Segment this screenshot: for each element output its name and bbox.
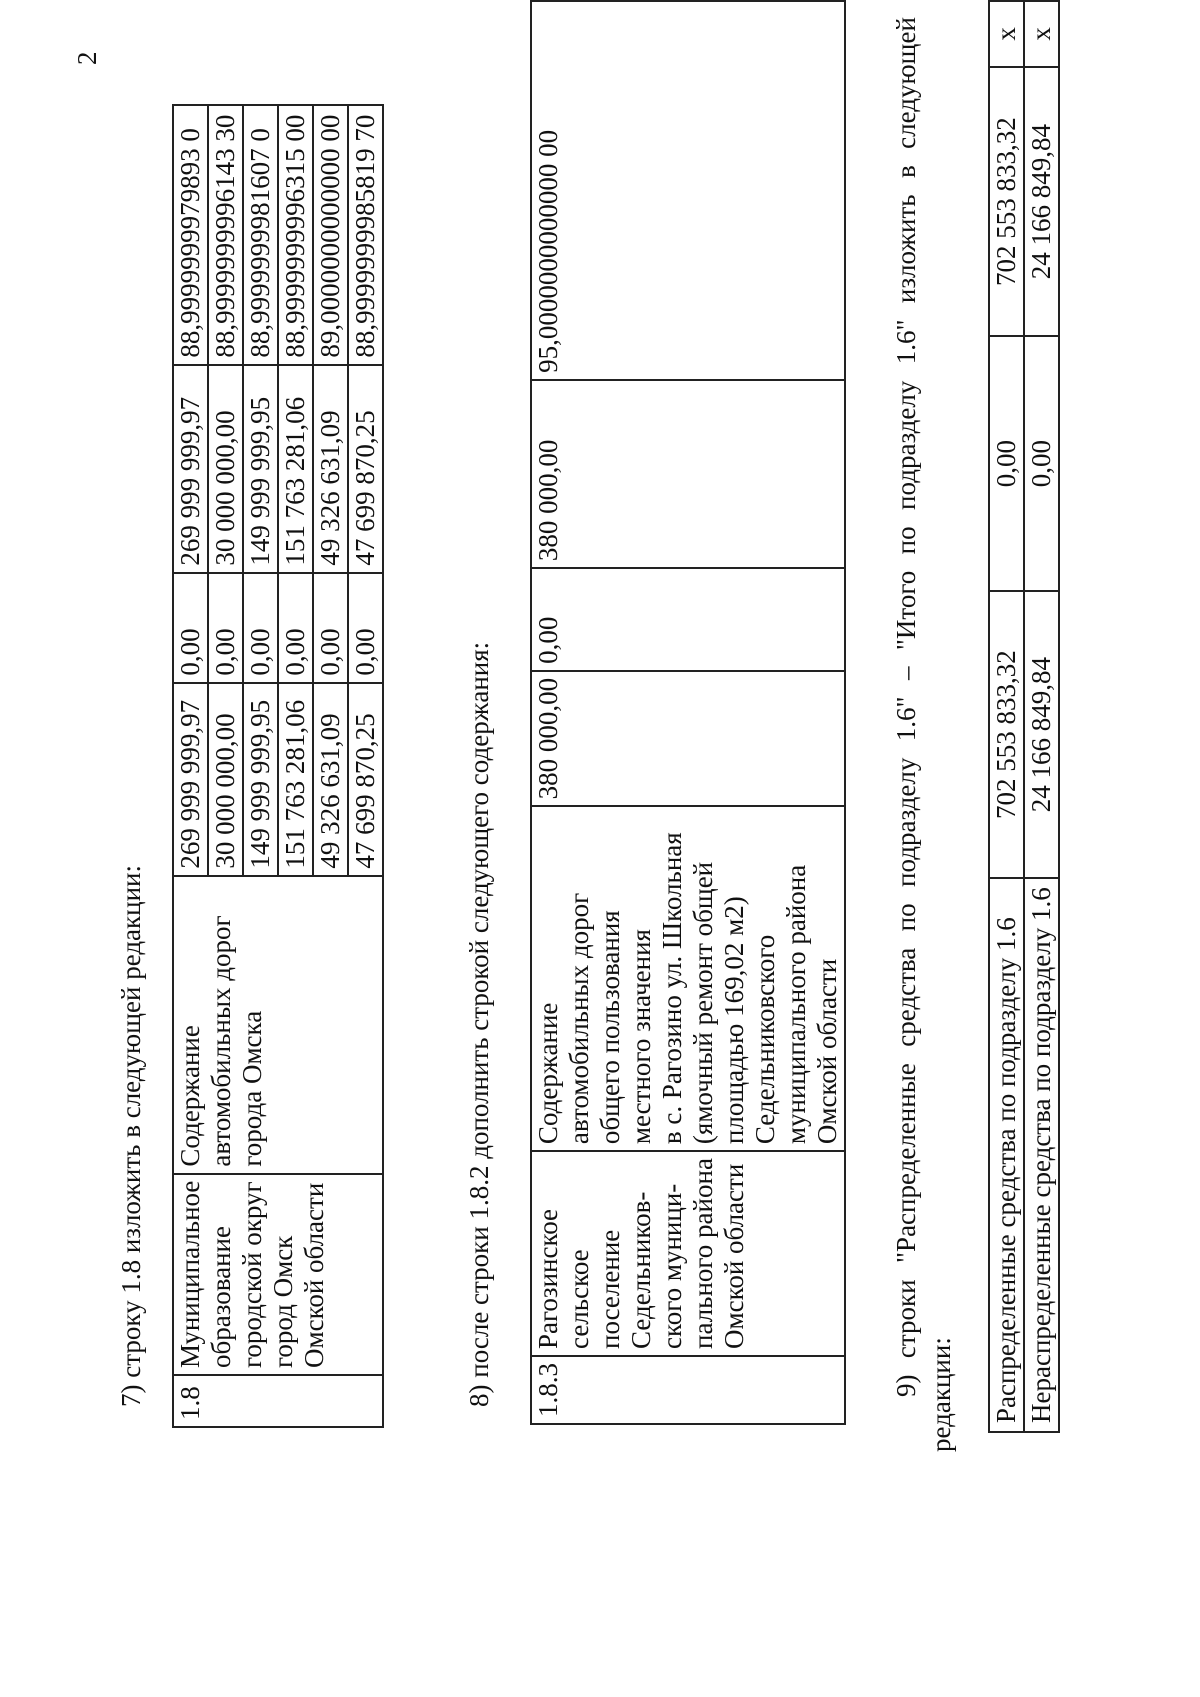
value-cell: 151 763 281,06 [278, 365, 313, 573]
percent-cell: 88,9999999996315 00 [278, 105, 313, 365]
cell-line: образование [206, 1226, 236, 1368]
paragraph-9-word: 1.6" [891, 696, 921, 742]
value-cell: 30 000 000,00 [208, 683, 243, 876]
value-cell: 151 763 281,06 [278, 683, 313, 876]
value-cell: 0,00 [208, 573, 243, 683]
table-subsection-1-6 [988, 0, 1060, 1433]
value-cell: 24 166 849,84 [1024, 591, 1059, 878]
cell-line: Содержание [533, 1002, 563, 1145]
value-cell: 49 326 631,09 [313, 365, 348, 573]
value-cell: 149 999 999,95 [243, 365, 278, 573]
cell-line: город Омск [268, 1235, 298, 1368]
paragraph-9-word: 1.6" [891, 319, 921, 365]
cell-line: Омской области [299, 1182, 329, 1368]
table-row [1024, 1, 1059, 1432]
cell-line: автомобильных дорог [564, 892, 594, 1145]
value-cell: 380 000,00 [531, 380, 845, 568]
percent-cell: 88,9999999985819 70 [348, 105, 383, 365]
paragraph-9-word: изложить [891, 194, 921, 304]
cell-line: сельское [564, 1249, 594, 1349]
percent-cell: 89,0000000000000 00 [313, 105, 348, 365]
cell-line: поселение [595, 1229, 625, 1349]
row-number: 1.8 [173, 1375, 383, 1427]
table-row-1-8-3 [530, 0, 846, 1425]
row-label: Нераспределенные средства по подразделу 1.6 [1024, 878, 1059, 1432]
paragraph-9-word: средства [891, 947, 921, 1047]
value-cell: x [989, 1, 1024, 67]
paragraph-9-word: в [891, 165, 921, 178]
paragraph-9-word: "Итого [891, 570, 921, 651]
value-cell: 0,00 [531, 568, 845, 671]
row-label: Распределенные средства по подразделу 1.6 [989, 878, 1024, 1432]
recipient-text [175, 1181, 330, 1368]
percent-cell: 88,9999999996143 30 [208, 105, 243, 365]
paragraph-9-word: строки [891, 1279, 921, 1359]
value-cell: 702 553 833,32 [989, 67, 1024, 337]
cell-line: Содержание [175, 1025, 205, 1167]
cell-line: (ямочный ремонт общей [688, 861, 718, 1145]
cell-line: городской округ [237, 1181, 267, 1368]
table-row-1-8 [172, 104, 384, 1428]
paragraph-9-word: по [891, 526, 921, 555]
percent-cell: 88,9999999981607 0 [243, 105, 278, 365]
cell-line: муниципального района [781, 864, 811, 1145]
value-cell: 47 699 870,25 [348, 683, 383, 876]
cell-line: Омской области [812, 958, 842, 1145]
paragraph-8: 8) после строки 1.8.2 дополнить строкой следующего содержания: [464, 641, 494, 1407]
recipient-cell [173, 1174, 383, 1375]
cell-line: города Омска [237, 1010, 267, 1167]
purpose-text [533, 813, 843, 1144]
value-cell: 380 000,00 [531, 671, 845, 807]
paragraph-9-word: 9) [891, 1374, 921, 1397]
cell-line: Рагозинское [533, 1208, 563, 1349]
cell-line: Седельников- [626, 1191, 656, 1349]
value-cell: 149 999 999,95 [243, 683, 278, 876]
row-number: 1.8.3 [531, 1356, 845, 1424]
value-cell: 0,00 [348, 573, 383, 683]
table-row [989, 1, 1024, 1432]
page-number: 2 [72, 51, 102, 65]
cell-line: в с. Рагозино ул. Школьная [657, 832, 687, 1145]
value-cell: 269 999 999,97 [173, 683, 208, 876]
cell-line: общего пользования [595, 910, 625, 1145]
cell-line: местного значения [626, 929, 656, 1145]
purpose-cell [531, 806, 845, 1151]
paragraph-9-word: следующей [891, 17, 921, 149]
paragraph-9-end: редакции: [926, 1337, 956, 1452]
purpose-text [175, 883, 268, 1167]
cell-line: ского муници- [657, 1183, 687, 1349]
value-cell: 49 326 631,09 [313, 683, 348, 876]
paragraph-9-word: "Распределенные [891, 1063, 921, 1263]
value-cell: x [1024, 1, 1059, 67]
value-cell: 0,00 [278, 573, 313, 683]
paragraph-9-word: подразделу [891, 380, 921, 510]
cell-line: пального района [688, 1158, 718, 1349]
value-cell: 47 699 870,25 [348, 365, 383, 573]
paragraph-9-word: по [891, 903, 921, 932]
value-cell: 0,00 [243, 573, 278, 683]
table-row [173, 105, 208, 1427]
recipient-cell [531, 1151, 845, 1356]
value-cell: 24 166 849,84 [1024, 67, 1059, 337]
cell-line: автомобильных дорог [206, 915, 236, 1167]
cell-line: Муниципальное [175, 1180, 205, 1368]
paragraph-9-word: подразделу [891, 757, 921, 887]
paragraph-9 [893, 17, 920, 1397]
table-row [531, 1, 845, 1424]
purpose-cell [173, 876, 383, 1174]
value-cell: 0,00 [313, 573, 348, 683]
cell-line: площадью 169,02 м2) [719, 896, 749, 1145]
value-cell: 30 000 000,00 [208, 365, 243, 573]
recipient-text [533, 1158, 750, 1349]
percent-cell: 88,9999999979893 0 [173, 105, 208, 365]
paragraph-7: 7) строку 1.8 изложить в следующей редакции: [116, 864, 146, 1407]
value-cell: 702 553 833,32 [989, 591, 1024, 878]
value-cell: 269 999 999,97 [173, 365, 208, 573]
percent-cell: 95,0000000000000 00 [531, 1, 845, 380]
value-cell: 0,00 [989, 336, 1024, 590]
paragraph-9-word: – [891, 666, 921, 681]
value-cell: 0,00 [173, 573, 208, 683]
cell-line: Омской области [719, 1163, 749, 1349]
cell-line: Седельниковского [750, 934, 780, 1145]
value-cell: 0,00 [1024, 336, 1059, 590]
